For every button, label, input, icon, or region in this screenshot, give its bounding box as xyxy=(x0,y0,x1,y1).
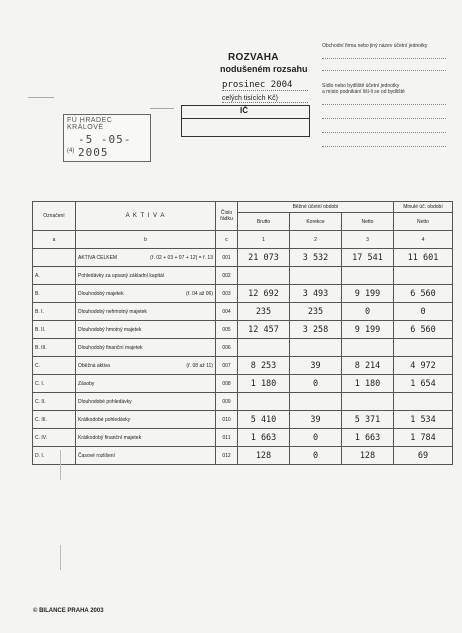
row-label xyxy=(76,429,216,447)
cell-brutto: 8 253 xyxy=(238,357,290,375)
cell-korekce: 3 258 xyxy=(290,321,342,339)
company-line-2 xyxy=(322,70,446,71)
row-number: 012 xyxy=(216,447,238,465)
row-number: 011 xyxy=(216,429,238,447)
cell-brutto: 128 xyxy=(238,447,290,465)
row-oznaceni: B. III. xyxy=(33,339,76,357)
row-number: 003 xyxy=(216,285,238,303)
company-name-label: Obchodní firma nebo jiný název účetní jednotky xyxy=(322,43,428,49)
row-label-text: Dlouhodobý hmotný majetek xyxy=(78,326,142,333)
row-oznaceni: C. III. xyxy=(33,411,76,429)
row-label xyxy=(76,375,216,393)
cell-korekce: 0 xyxy=(290,375,342,393)
header-netto: Netto xyxy=(342,213,394,231)
cell-netto: 128 xyxy=(342,447,394,465)
row-oznaceni: C. IV. xyxy=(33,429,76,447)
row-oznaceni xyxy=(33,249,76,267)
row-label-text: Dlouhodobé pohledávky xyxy=(78,398,132,405)
document-title: ROZVAHA xyxy=(228,52,279,63)
table-row xyxy=(33,393,453,411)
footer-copyright: © BILANCE PRAHA 2003 xyxy=(33,608,104,614)
cell-korekce: 0 xyxy=(290,429,342,447)
cell-korekce: 235 xyxy=(290,303,342,321)
seat-line-2 xyxy=(322,118,446,119)
row-number: 009 xyxy=(216,393,238,411)
cell-netto xyxy=(342,267,394,285)
cell-korekce: 3 493 xyxy=(290,285,342,303)
table-header-row xyxy=(33,202,453,213)
cell-minule: 69 xyxy=(394,447,453,465)
row-label xyxy=(76,357,216,375)
row-label-ref: (ř. 08 až 11) xyxy=(186,362,213,369)
row-number: 005 xyxy=(216,321,238,339)
cell-netto: 5 371 xyxy=(342,411,394,429)
cell-korekce: 39 xyxy=(290,411,342,429)
row-label-text: Časové rozlišení xyxy=(78,452,115,459)
table-row xyxy=(33,303,453,321)
row-label xyxy=(76,411,216,429)
row-number: 002 xyxy=(216,267,238,285)
row-label-text: Pohledávky za upsaný základní kapitál xyxy=(78,272,164,279)
row-oznaceni: B. II. xyxy=(33,321,76,339)
row-number: 010 xyxy=(216,411,238,429)
table-row xyxy=(33,339,453,357)
seat-label-2: a místo podnikání liší-li se od bydliště xyxy=(322,89,405,95)
cell-netto: 17 541 xyxy=(342,249,394,267)
table-row xyxy=(33,249,453,267)
ic-divider xyxy=(182,118,309,119)
row-oznaceni: C. II. xyxy=(33,393,76,411)
row-oznaceni: C. xyxy=(33,357,76,375)
cell-minule: 4 972 xyxy=(394,357,453,375)
row-oznaceni: A. xyxy=(33,267,76,285)
header-brutto: Brutto xyxy=(238,213,290,231)
row-number: 007 xyxy=(216,357,238,375)
row-label xyxy=(76,285,216,303)
cell-netto: 8 214 xyxy=(342,357,394,375)
header-bezne-obdobi: Běžné účetní období xyxy=(238,202,394,213)
balance-table xyxy=(32,201,453,465)
row-label xyxy=(76,267,216,285)
cell-minule: 1 654 xyxy=(394,375,453,393)
cell-netto: 0 xyxy=(342,303,394,321)
cell-minule: 1 784 xyxy=(394,429,453,447)
table-row xyxy=(33,267,453,285)
row-number: 001 xyxy=(216,249,238,267)
table-row xyxy=(33,447,453,465)
sub-3: 3 xyxy=(342,231,394,249)
table-row xyxy=(33,429,453,447)
seat-line-1 xyxy=(322,104,446,105)
row-label-text: Krátkodobý finanční majetek xyxy=(78,434,142,441)
cell-minule: 6 560 xyxy=(394,285,453,303)
table-row xyxy=(33,375,453,393)
cell-korekce: 0 xyxy=(290,447,342,465)
header-netto-min: Netto xyxy=(394,213,453,231)
units-note: celých tisících Kč) xyxy=(222,95,308,103)
cell-brutto: 1 180 xyxy=(238,375,290,393)
cell-brutto xyxy=(238,339,290,357)
row-number: 006 xyxy=(216,339,238,357)
cell-netto: 9 199 xyxy=(342,285,394,303)
row-label xyxy=(76,447,216,465)
cell-minule: 6 560 xyxy=(394,321,453,339)
cell-minule xyxy=(394,393,453,411)
cell-korekce xyxy=(290,339,342,357)
stamp-number: (4) xyxy=(67,148,75,154)
row-number: 008 xyxy=(216,375,238,393)
cell-brutto: 12 692 xyxy=(238,285,290,303)
table-row xyxy=(33,321,453,339)
row-label-text: AKTIVA CELKEM xyxy=(78,254,118,261)
table-body xyxy=(33,249,453,465)
row-oznaceni: B. I. xyxy=(33,303,76,321)
cell-brutto: 5 410 xyxy=(238,411,290,429)
cell-korekce: 39 xyxy=(290,357,342,375)
table-row xyxy=(33,357,453,375)
cell-minule xyxy=(394,267,453,285)
ic-label: IČ xyxy=(240,106,248,115)
table-subheader-row xyxy=(33,231,453,249)
row-label-text: Krátkodobé pohledávky xyxy=(78,416,131,423)
document-subtitle: nodušeném rozsahu xyxy=(220,64,308,74)
header-oznaceni: Označení xyxy=(33,202,76,231)
cell-korekce xyxy=(290,393,342,411)
cell-netto xyxy=(342,393,394,411)
row-label-text: Zásoby xyxy=(78,380,95,387)
cell-brutto: 235 xyxy=(238,303,290,321)
margin-mark xyxy=(60,450,61,480)
header-korekce: Korekce xyxy=(290,213,342,231)
cell-minule: 0 xyxy=(394,303,453,321)
row-label-text: Dlouhodobý finanční majetek xyxy=(78,344,143,351)
cell-netto: 9 199 xyxy=(342,321,394,339)
row-label-text: Dlouhodobý nehmotný majetek xyxy=(78,308,147,315)
table-row xyxy=(33,411,453,429)
ic-box xyxy=(181,105,310,137)
margin-mark xyxy=(60,545,61,570)
cell-brutto: 12 457 xyxy=(238,321,290,339)
cell-brutto xyxy=(238,267,290,285)
cell-minule: 1 534 xyxy=(394,411,453,429)
office-stamp xyxy=(63,114,151,162)
cell-brutto: 21 073 xyxy=(238,249,290,267)
seat-line-3 xyxy=(322,132,446,133)
cell-netto: 1 663 xyxy=(342,429,394,447)
stamp-date: -5 -05- 2005 xyxy=(78,133,132,159)
seat-label-1: Sídlo nebo bydliště účetní jednotky xyxy=(322,83,400,89)
row-label xyxy=(76,321,216,339)
row-label-ref: (ř. 04 až 06) xyxy=(186,290,213,297)
row-number: 004 xyxy=(216,303,238,321)
row-oznaceni: B. xyxy=(33,285,76,303)
row-label xyxy=(76,303,216,321)
sub-4: 4 xyxy=(394,231,453,249)
row-label xyxy=(76,393,216,411)
row-label-ref: (ř. 02 + 03 + 07 + 12) = ř. 13 xyxy=(150,254,213,261)
row-label xyxy=(76,339,216,357)
cell-minule xyxy=(394,339,453,357)
cell-brutto: 1 663 xyxy=(238,429,290,447)
sub-a: a xyxy=(33,231,76,249)
sub-b: b xyxy=(76,231,216,249)
header-minule-obdobi: Minulé úč. období xyxy=(394,202,453,213)
header-aktiva: A K T I V A xyxy=(76,202,216,231)
cell-korekce xyxy=(290,267,342,285)
row-oznaceni: D. I. xyxy=(33,447,76,465)
period-date: prosinec 2004 xyxy=(222,80,308,91)
sub-c: c xyxy=(216,231,238,249)
margin-mark xyxy=(28,97,54,98)
sub-2: 2 xyxy=(290,231,342,249)
row-label xyxy=(76,249,216,267)
row-label-text: Oběžná aktiva xyxy=(78,362,110,369)
seat-line-4 xyxy=(322,146,446,147)
cell-netto: 1 180 xyxy=(342,375,394,393)
cell-netto xyxy=(342,339,394,357)
row-oznaceni: C. I. xyxy=(33,375,76,393)
company-line-1 xyxy=(322,58,446,59)
table-row xyxy=(33,285,453,303)
row-label-text: Dlouhodobý majetek xyxy=(78,290,124,297)
sub-1: 1 xyxy=(238,231,290,249)
cell-minule: 11 601 xyxy=(394,249,453,267)
stamp-office: FÚ HRADEC KRÁLOVÉ xyxy=(67,117,113,131)
cell-korekce: 3 532 xyxy=(290,249,342,267)
margin-mark xyxy=(150,108,174,109)
cell-brutto xyxy=(238,393,290,411)
header-cislo-radku: Číslo řádku xyxy=(216,202,238,231)
